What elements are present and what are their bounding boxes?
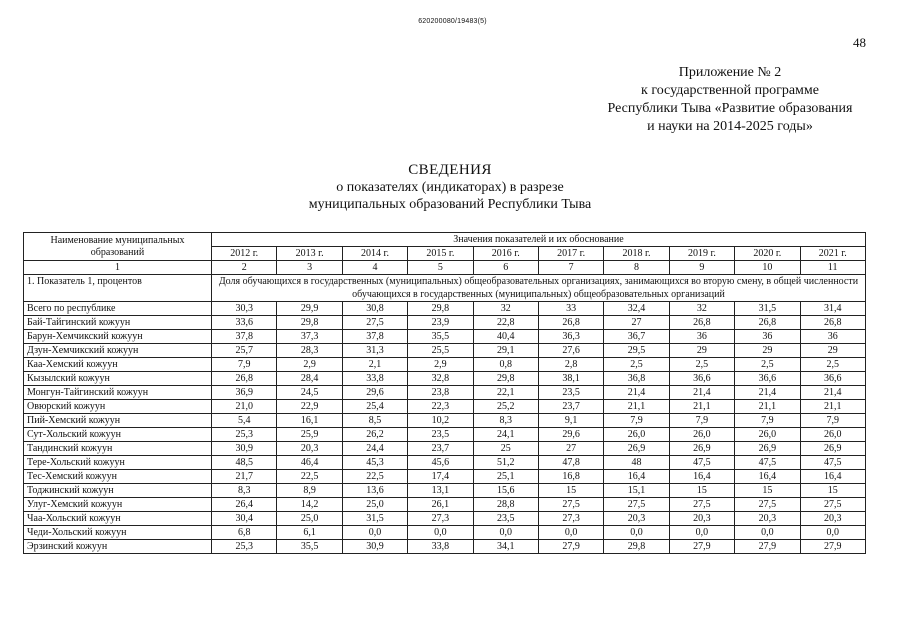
value-cell: 20,3: [604, 512, 669, 526]
value-cell: 28,4: [277, 372, 342, 386]
value-cell: 8,3: [212, 484, 277, 498]
year-header: 2021 г.: [800, 247, 865, 261]
value-cell: 25,3: [212, 428, 277, 442]
value-cell: 29: [800, 344, 865, 358]
value-cell: 27,9: [538, 540, 603, 554]
municipality-name: Всего по республике: [24, 302, 212, 316]
value-cell: 21,4: [604, 386, 669, 400]
value-cell: 2,9: [277, 358, 342, 372]
value-cell: 23,5: [473, 512, 538, 526]
value-cell: 0,0: [735, 526, 800, 540]
year-header: 2015 г.: [408, 247, 473, 261]
table-row: [24, 484, 866, 498]
municipality-name: Тандинский кожуун: [24, 442, 212, 456]
value-cell: 51,2: [473, 456, 538, 470]
value-cell: 33,6: [212, 316, 277, 330]
value-cell: 26,9: [669, 442, 734, 456]
value-cell: 0,8: [473, 358, 538, 372]
value-cell: 2,5: [735, 358, 800, 372]
value-cell: 7,9: [604, 414, 669, 428]
value-cell: 31,5: [342, 512, 407, 526]
column-index-cell: 7: [538, 261, 603, 275]
value-cell: 36,6: [800, 372, 865, 386]
value-cell: 16,4: [604, 470, 669, 484]
value-cell: 2,8: [538, 358, 603, 372]
value-cell: 36,6: [669, 372, 734, 386]
value-cell: 20,3: [735, 512, 800, 526]
title-main: СВЕДЕНИЯ: [408, 162, 492, 178]
municipality-name: Овюрский кожуун: [24, 400, 212, 414]
value-cell: 23,5: [538, 386, 603, 400]
value-cell: 35,5: [277, 540, 342, 554]
value-cell: 27: [604, 316, 669, 330]
column-index-cell: 6: [473, 261, 538, 275]
value-cell: 20,3: [800, 512, 865, 526]
value-cell: 21,7: [212, 470, 277, 484]
appendix-line: и науки на 2014-2025 годы»: [647, 119, 813, 134]
value-cell: 0,0: [538, 526, 603, 540]
table-row: [24, 526, 866, 540]
value-cell: 27,5: [735, 498, 800, 512]
value-cell: 36,8: [604, 372, 669, 386]
value-cell: 25: [473, 442, 538, 456]
table-row: [24, 372, 866, 386]
value-cell: 27,3: [538, 512, 603, 526]
value-cell: 23,5: [408, 428, 473, 442]
value-cell: 16,8: [538, 470, 603, 484]
value-cell: 27,3: [408, 512, 473, 526]
value-cell: 21,1: [604, 400, 669, 414]
value-cell: 24,5: [277, 386, 342, 400]
value-cell: 26,0: [735, 428, 800, 442]
value-cell: 29: [669, 344, 734, 358]
value-cell: 25,0: [277, 512, 342, 526]
value-cell: 35,5: [408, 330, 473, 344]
value-cell: 27,5: [800, 498, 865, 512]
value-cell: 36,7: [604, 330, 669, 344]
table-row: [24, 344, 866, 358]
value-cell: 25,2: [473, 400, 538, 414]
value-cell: 26,8: [800, 316, 865, 330]
value-cell: 40,4: [473, 330, 538, 344]
table-row: [24, 540, 866, 554]
value-cell: 36: [669, 330, 734, 344]
value-cell: 7,9: [735, 414, 800, 428]
value-cell: 16,4: [669, 470, 734, 484]
year-header: 2019 г.: [669, 247, 734, 261]
value-cell: 15,6: [473, 484, 538, 498]
value-cell: 27,5: [669, 498, 734, 512]
title-line: муниципальных образований Республики Тыва: [308, 197, 592, 212]
year-header: 2018 г.: [604, 247, 669, 261]
value-cell: 15: [669, 484, 734, 498]
value-cell: 16,4: [800, 470, 865, 484]
column-index-cell: 11: [800, 261, 865, 275]
municipality-name: Монгун-Тайгинский кожуун: [24, 386, 212, 400]
table-row: [24, 456, 866, 470]
table-row: [24, 316, 866, 330]
value-cell: 15: [735, 484, 800, 498]
value-cell: 22,5: [277, 470, 342, 484]
value-cell: 30,4: [212, 512, 277, 526]
column-index-cell: 1: [24, 261, 212, 275]
value-cell: 48,5: [212, 456, 277, 470]
value-cell: 47,5: [735, 456, 800, 470]
municipality-name: Бай-Тайгинский кожуун: [24, 316, 212, 330]
value-cell: 28,8: [473, 498, 538, 512]
column-index-row: [24, 261, 866, 275]
title-line: о показателях (индикаторах) в разрезе: [336, 180, 564, 195]
value-cell: 0,0: [408, 526, 473, 540]
value-cell: 25,3: [212, 540, 277, 554]
value-cell: 32: [473, 302, 538, 316]
value-cell: 32,8: [408, 372, 473, 386]
value-cell: 21,1: [735, 400, 800, 414]
value-cell: 22,8: [473, 316, 538, 330]
value-cell: 33: [538, 302, 603, 316]
value-cell: 2,5: [604, 358, 669, 372]
appendix-line: к государственной программе: [641, 83, 819, 98]
value-cell: 47,8: [538, 456, 603, 470]
year-header: 2014 г.: [342, 247, 407, 261]
value-cell: 23,7: [408, 442, 473, 456]
value-cell: 21,4: [735, 386, 800, 400]
value-cell: 34,1: [473, 540, 538, 554]
value-cell: 30,8: [342, 302, 407, 316]
value-cell: 29,8: [473, 372, 538, 386]
value-cell: 45,3: [342, 456, 407, 470]
municipality-name: Дзун-Хемчикский кожуун: [24, 344, 212, 358]
value-cell: 0,0: [342, 526, 407, 540]
value-cell: 26,9: [604, 442, 669, 456]
value-cell: 7,9: [669, 414, 734, 428]
municipality-name: Тере-Хольский кожуун: [24, 456, 212, 470]
value-cell: 31,5: [735, 302, 800, 316]
value-cell: 21,1: [669, 400, 734, 414]
table-row: [24, 442, 866, 456]
value-cell: 0,0: [473, 526, 538, 540]
value-cell: 26,2: [342, 428, 407, 442]
value-cell: 23,9: [408, 316, 473, 330]
value-cell: 27,9: [669, 540, 734, 554]
municipality-name: Каа-Хемский кожуун: [24, 358, 212, 372]
value-cell: 22,1: [473, 386, 538, 400]
value-cell: 23,8: [408, 386, 473, 400]
value-cell: 14,2: [277, 498, 342, 512]
value-cell: 27,5: [604, 498, 669, 512]
value-cell: 7,9: [212, 358, 277, 372]
value-cell: 29,5: [604, 344, 669, 358]
value-cell: 30,3: [212, 302, 277, 316]
value-cell: 29,9: [277, 302, 342, 316]
value-cell: 25,1: [473, 470, 538, 484]
value-cell: 15,1: [604, 484, 669, 498]
value-cell: 7,9: [800, 414, 865, 428]
value-cell: 27,9: [735, 540, 800, 554]
value-cell: 24,4: [342, 442, 407, 456]
value-cell: 0,0: [604, 526, 669, 540]
value-cell: 2,5: [800, 358, 865, 372]
value-cell: 26,8: [212, 372, 277, 386]
value-cell: 47,5: [669, 456, 734, 470]
municipality-name: Барун-Хемчикский кожуун: [24, 330, 212, 344]
municipality-name: Эрзинский кожуун: [24, 540, 212, 554]
value-cell: 47,5: [800, 456, 865, 470]
indicator-name: 1. Показатель 1, процентов: [24, 275, 212, 302]
value-cell: 24,1: [473, 428, 538, 442]
value-cell: 25,4: [342, 400, 407, 414]
table-row: [24, 498, 866, 512]
value-cell: 22,9: [277, 400, 342, 414]
value-cell: 45,6: [408, 456, 473, 470]
column-index-cell: 8: [604, 261, 669, 275]
value-cell: 29,6: [342, 386, 407, 400]
indicator-row: [24, 275, 866, 302]
indicators-table: [23, 232, 866, 554]
column-index-cell: 2: [212, 261, 277, 275]
value-cell: 29,8: [604, 540, 669, 554]
appendix-line: Республики Тыва «Развитие образования: [607, 101, 853, 116]
value-cell: 8,5: [342, 414, 407, 428]
value-cell: 33,8: [408, 540, 473, 554]
municipality-name: Пий-Хемский кожуун: [24, 414, 212, 428]
value-cell: 26,0: [669, 428, 734, 442]
value-cell: 29,6: [538, 428, 603, 442]
value-cell: 46,4: [277, 456, 342, 470]
value-cell: 27,5: [538, 498, 603, 512]
value-cell: 10,2: [408, 414, 473, 428]
value-cell: 16,1: [277, 414, 342, 428]
column-index-cell: 9: [669, 261, 734, 275]
value-cell: 8,3: [473, 414, 538, 428]
value-cell: 22,5: [342, 470, 407, 484]
value-cell: 29,8: [408, 302, 473, 316]
value-cell: 26,1: [408, 498, 473, 512]
indicator-description: Доля обучающихся в государственных (муниципальных) общеобразовательных организациях, занимающихся во вторую смену, в общей численности обучающихся в государственных (муниципальных) общеобразовательных организаций: [212, 275, 866, 302]
value-cell: 31,3: [342, 344, 407, 358]
value-cell: 25,7: [212, 344, 277, 358]
value-cell: 2,9: [408, 358, 473, 372]
appendix-line: Приложение № 2: [678, 65, 782, 80]
value-cell: 32,4: [604, 302, 669, 316]
value-cell: 27,9: [800, 540, 865, 554]
value-cell: 8,9: [277, 484, 342, 498]
document-id: 620200080/19483(5): [418, 18, 487, 25]
table-row: [24, 428, 866, 442]
value-cell: 31,4: [800, 302, 865, 316]
value-cell: 28,3: [277, 344, 342, 358]
value-cell: 23,7: [538, 400, 603, 414]
value-cell: 29,8: [277, 316, 342, 330]
value-cell: 6,1: [277, 526, 342, 540]
table-row: [24, 330, 866, 344]
value-cell: 13,1: [408, 484, 473, 498]
value-cell: 21,1: [800, 400, 865, 414]
value-cell: 25,5: [408, 344, 473, 358]
table-row: [24, 358, 866, 372]
page-number: 48: [853, 35, 866, 50]
value-cell: 26,8: [669, 316, 734, 330]
value-cell: 37,8: [342, 330, 407, 344]
municipality-name: Чаа-Хольский кожуун: [24, 512, 212, 526]
value-cell: 26,0: [800, 428, 865, 442]
value-cell: 29: [735, 344, 800, 358]
value-cell: 2,5: [669, 358, 734, 372]
value-cell: 27,6: [538, 344, 603, 358]
column-header-values: Значения показателей и их обоснование: [212, 233, 866, 247]
value-cell: 20,3: [277, 442, 342, 456]
value-cell: 0,0: [800, 526, 865, 540]
year-header: 2017 г.: [538, 247, 603, 261]
value-cell: 15: [800, 484, 865, 498]
document-title: [240, 162, 660, 213]
table-row: [24, 400, 866, 414]
value-cell: 13,6: [342, 484, 407, 498]
value-cell: 36,3: [538, 330, 603, 344]
column-index-cell: 4: [342, 261, 407, 275]
value-cell: 9,1: [538, 414, 603, 428]
value-cell: 30,9: [342, 540, 407, 554]
municipality-name: Кызылский кожуун: [24, 372, 212, 386]
value-cell: 26,8: [735, 316, 800, 330]
year-header: 2016 г.: [473, 247, 538, 261]
value-cell: 37,3: [277, 330, 342, 344]
value-cell: 37,8: [212, 330, 277, 344]
value-cell: 16,4: [735, 470, 800, 484]
value-cell: 29,1: [473, 344, 538, 358]
value-cell: 48: [604, 456, 669, 470]
value-cell: 36,6: [735, 372, 800, 386]
municipality-name: Сут-Хольский кожуун: [24, 428, 212, 442]
value-cell: 21,0: [212, 400, 277, 414]
value-cell: 20,3: [669, 512, 734, 526]
municipality-name: Чеди-Хольский кожуун: [24, 526, 212, 540]
column-index-cell: 5: [408, 261, 473, 275]
appendix-header: [560, 64, 900, 136]
municipality-name: Улуг-Хемский кожуун: [24, 498, 212, 512]
year-header: 2020 г.: [735, 247, 800, 261]
value-cell: 36,9: [212, 386, 277, 400]
value-cell: 27,5: [342, 316, 407, 330]
municipality-name: Тес-Хемский кожуун: [24, 470, 212, 484]
column-header-name: Наименование муниципальных образований: [24, 233, 212, 261]
table-row: [24, 414, 866, 428]
value-cell: 38,1: [538, 372, 603, 386]
value-cell: 5,4: [212, 414, 277, 428]
value-cell: 26,9: [800, 442, 865, 456]
value-cell: 25,9: [277, 428, 342, 442]
value-cell: 2,1: [342, 358, 407, 372]
value-cell: 21,4: [669, 386, 734, 400]
value-cell: 26,0: [604, 428, 669, 442]
value-cell: 36: [735, 330, 800, 344]
value-cell: 0,0: [669, 526, 734, 540]
column-index-cell: 10: [735, 261, 800, 275]
value-cell: 26,9: [735, 442, 800, 456]
value-cell: 30,9: [212, 442, 277, 456]
table-row: [24, 470, 866, 484]
value-cell: 26,4: [212, 498, 277, 512]
value-cell: 33,8: [342, 372, 407, 386]
value-cell: 27: [538, 442, 603, 456]
value-cell: 6,8: [212, 526, 277, 540]
value-cell: 15: [538, 484, 603, 498]
value-cell: 17,4: [408, 470, 473, 484]
value-cell: 36: [800, 330, 865, 344]
value-cell: 21,4: [800, 386, 865, 400]
year-header: 2013 г.: [277, 247, 342, 261]
year-header: 2012 г.: [212, 247, 277, 261]
table-row: [24, 386, 866, 400]
value-cell: 22,3: [408, 400, 473, 414]
municipality-name: Тоджинский кожуун: [24, 484, 212, 498]
value-cell: 26,8: [538, 316, 603, 330]
column-index-cell: 3: [277, 261, 342, 275]
value-cell: 25,0: [342, 498, 407, 512]
table-row: [24, 512, 866, 526]
value-cell: 32: [669, 302, 734, 316]
table-row: [24, 302, 866, 316]
